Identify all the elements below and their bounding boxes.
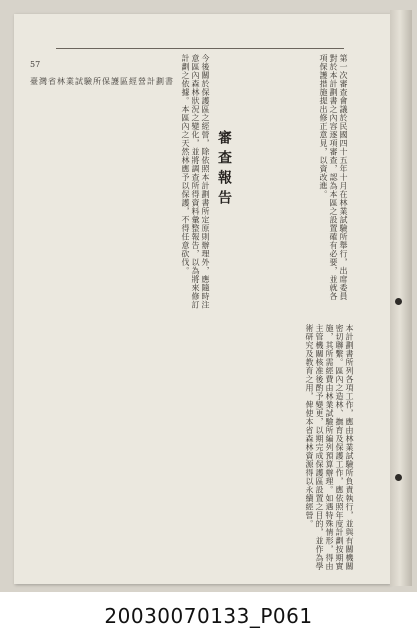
page-number: 57	[30, 60, 41, 69]
running-header: 臺灣省林業試驗所保護區經營計劃書	[30, 77, 174, 86]
paragraph-3: 本計劃書所列各項工作，應由林業試驗所負責執行，並與有關機關密切聯繫。區內之造林、撫育及保護工作，應依照年度計劃按期實施，其所需經費由林業試驗所編列預算辦理。如遇特殊情形，得由主管機關核准後酌予變更，以期完成保護區設置之目的，並作為學術研究及教育之用，俾使本省森林資源得以永續經營。	[305, 324, 354, 571]
section-title: 審查報告	[216, 130, 232, 210]
paragraph-2: 今後關於保護區之經營，除依照本計劃書所定原則辦理外，應隨時注意區內森林狀況之變化，並將調查所得資料彙整報告，以為將來修訂計劃之依據。本區內之天然林應予以保護，不得任意砍伐。	[181, 54, 210, 309]
image-caption: 20030070133_P061	[104, 604, 313, 628]
page-edge	[390, 10, 412, 586]
binding-hole	[395, 474, 402, 481]
paragraph-1: 第一次審查會議於民國四十五年十月在林業試驗所舉行，出席委員對於本計劃書之內容逐項審查，認為本區之設置確有必要，並就各項保護措施提出修正意見，以資改進。	[319, 54, 348, 301]
header-rule	[56, 48, 344, 49]
binding-hole	[395, 298, 402, 305]
